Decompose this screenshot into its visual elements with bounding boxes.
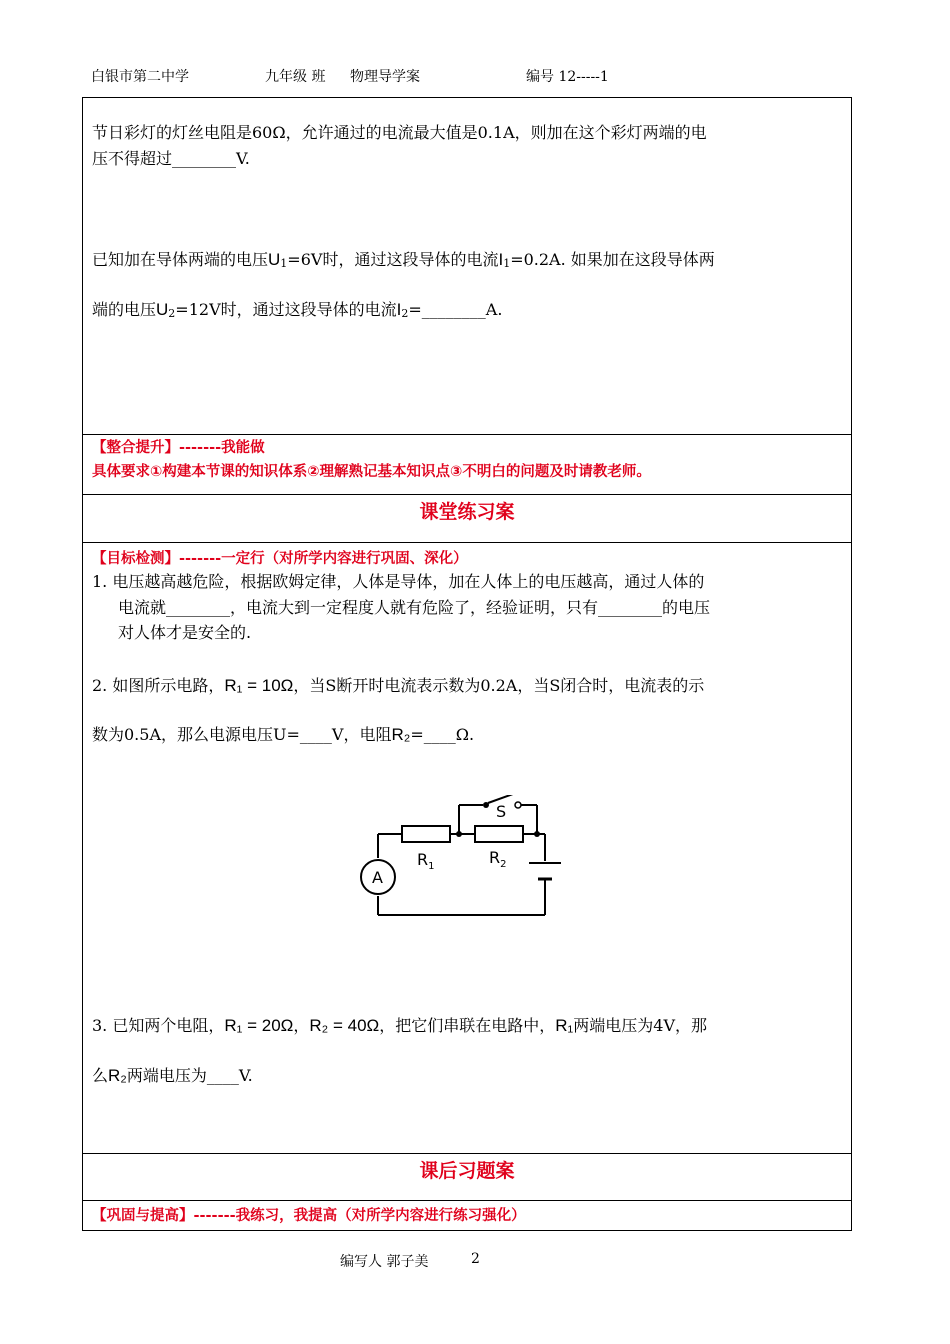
document-code: 编号 12-----1: [526, 69, 609, 85]
r1-label: $R_1$: [417, 850, 435, 872]
question-line: 电流就________，电流大到一定程度人就有危险了，经验证明，只有________的电压: [118, 598, 711, 617]
question-line: 已知加在导体两端的电压U1=6V时，通过这段导体的电流I1=0.2A. 如果加在这段导体两: [92, 250, 715, 270]
switch-contact: [483, 802, 489, 808]
question-line: 3. 已知两个电阻，R₁ = 20Ω，R₂ = 40Ω，把它们串联在电路中，R₁两端电压为4V，那: [92, 1016, 708, 1035]
switch-label: S: [496, 802, 507, 821]
target-title: 【目标检测】-------一定行（对所学内容进行巩固、深化）: [92, 551, 468, 567]
question-line: 压不得超过________V.: [92, 149, 250, 168]
footer-author: 编写人 郭子美: [340, 1254, 429, 1270]
question-line: 数为0.5A，那么电源电压U=____V，电阻R₂=____Ω.: [92, 725, 475, 744]
school-name: 白银市第二中学: [91, 69, 189, 85]
homework-title: 【巩固与提高】-------我练习，我提高（对所学内容进行练习强化）: [92, 1208, 526, 1224]
question-line: 1. 电压越高越危险，根据欧姆定律，人体是导体，加在人体上的电压越高，通过人体的: [92, 572, 705, 591]
question-line: 对人体才是安全的.: [118, 623, 252, 642]
junction-dot: [534, 831, 540, 837]
page-number: 2: [471, 1251, 480, 1267]
circuit-diagram: [355, 795, 575, 925]
junction-dot: [456, 831, 462, 837]
question-line: 么R₂两端电压为____V.: [92, 1066, 253, 1085]
ammeter-label: A: [372, 868, 383, 887]
switch-contact: [515, 802, 521, 808]
question-line: 端的电压U2=12V时，通过这段导体的电流I2=________A.: [92, 300, 503, 320]
question-line: 节日彩灯的灯丝电阻是60Ω，允许通过的电流最大值是0.1A，则加在这个彩灯两端的电: [92, 123, 707, 142]
divider: [82, 542, 852, 543]
homework-heading: 课后习题案: [419, 1160, 515, 1182]
integrate-requirement: 具体要求①构建本节课的知识体系②理解熟记基本知识点③不明白的问题及时请教老师。: [92, 464, 651, 480]
divider: [82, 494, 852, 495]
resistor-r2: [475, 826, 523, 842]
classroom-heading: 课堂练习案: [419, 501, 515, 523]
divider: [82, 1153, 852, 1154]
grade-class: 九年级 班: [265, 69, 326, 85]
integrate-title: 【整合提升】-------我能做: [92, 440, 265, 456]
divider: [82, 434, 852, 435]
subject-title: 物理导学案: [350, 69, 420, 85]
r2-label: $R_2$: [489, 848, 507, 870]
divider: [82, 1200, 852, 1201]
question-line: 2. 如图所示电路，R₁ = 10Ω，当S断开时电流表示数为0.2A，当S闭合时，电流表的示: [92, 676, 705, 695]
resistor-r1: [402, 826, 450, 842]
